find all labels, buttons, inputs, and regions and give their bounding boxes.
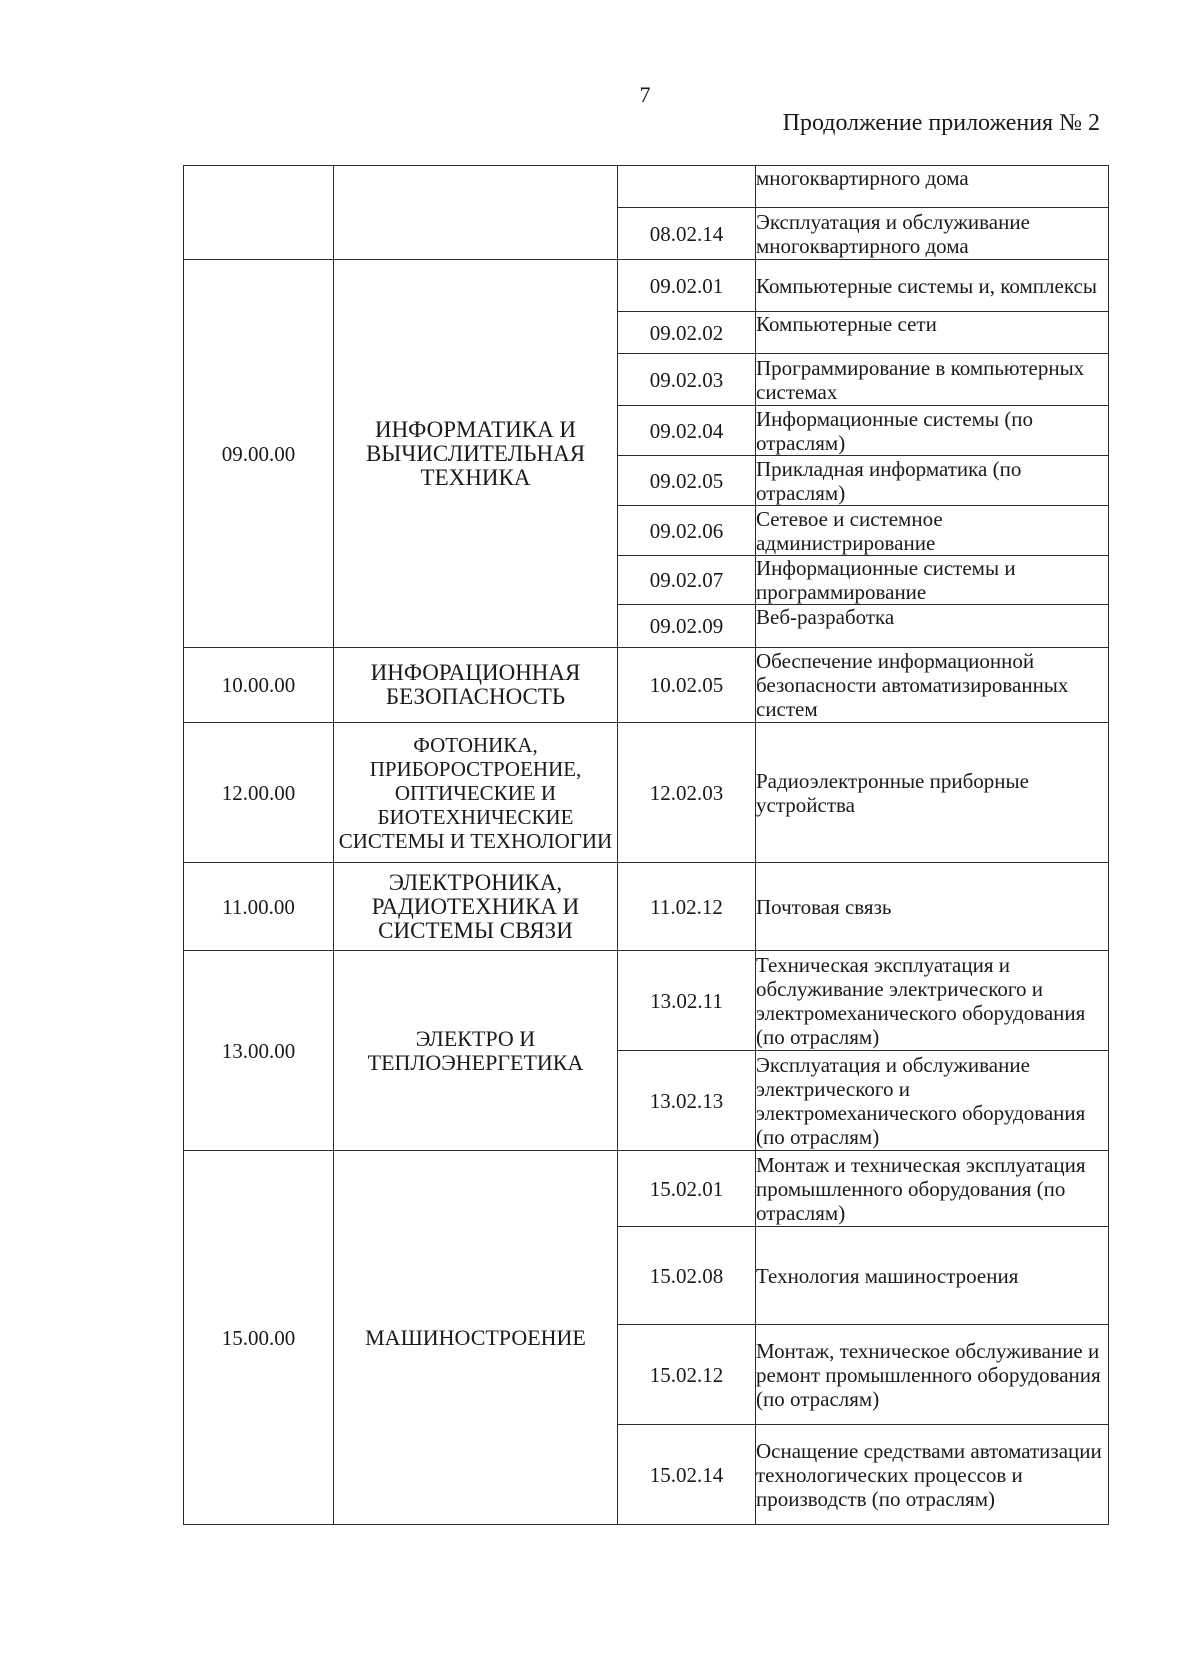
group-code: 10.00.00 [184, 648, 334, 723]
specialty-code: 15.02.01 [618, 1151, 756, 1227]
specialty-name: Веб-разработка [756, 605, 1109, 648]
specialty-name: Почтовая связь [756, 863, 1109, 951]
group-code: 15.00.00 [184, 1151, 334, 1525]
specialty-code: 10.02.05 [618, 648, 756, 723]
table-row [184, 723, 1109, 863]
specialty-code: 09.02.01 [618, 260, 756, 312]
specialty-name: Информационные системы и программирование [756, 556, 1109, 605]
group-code: 09.00.00 [184, 260, 334, 648]
continuation-title: Продолжение приложения № 2 [782, 110, 1100, 136]
group-name: ФОТОНИКА, ПРИБОРОСТРОЕНИЕ, ОПТИЧЕСКИЕ И БИОТЕХНИЧЕСКИЕ СИСТЕМЫ И ТЕХНОЛОГИИ [334, 723, 618, 863]
specialty-code: 15.02.08 [618, 1227, 756, 1325]
table-row [184, 648, 1109, 723]
specialty-code: 13.02.13 [618, 1051, 756, 1151]
specialty-code: 09.02.09 [618, 605, 756, 648]
specialty-code: 15.02.14 [618, 1425, 756, 1525]
group-code: 11.00.00 [184, 863, 334, 951]
specialty-code: 12.02.03 [618, 723, 756, 863]
specialty-code: 09.02.06 [618, 506, 756, 556]
specialty-code: 09.02.07 [618, 556, 756, 605]
specialty-code: 08.02.14 [618, 208, 756, 260]
table-row [184, 260, 1109, 312]
table-row [184, 863, 1109, 951]
specialty-name: многоквартирного дома [756, 166, 1109, 208]
specialty-name: Оснащение средствами автоматизации технологических процессов и производств (по отраслям) [756, 1425, 1109, 1525]
specialty-code: 11.02.12 [618, 863, 756, 951]
group-name: ИНФОРМАТИКА И ВЫЧИСЛИТЕЛЬНАЯ ТЕХНИКА [334, 260, 618, 648]
specialty-name: Техническая эксплуатация и обслуживание электрического и электромеханического оборудования (по отраслям) [756, 951, 1109, 1051]
specialty-name: Эксплуатация и обслуживание многоквартирного дома [756, 208, 1109, 260]
specialty-code: 09.02.04 [618, 406, 756, 456]
specialty-name: Компьютерные сети [756, 312, 1109, 354]
page-number: 7 [639, 82, 651, 107]
specialty-name: Прикладная информатика (по отраслям) [756, 456, 1109, 506]
specialty-code: 09.02.03 [618, 354, 756, 406]
group-code: 13.00.00 [184, 951, 334, 1151]
group-code: 12.00.00 [184, 723, 334, 863]
specialty-code: 09.02.02 [618, 312, 756, 354]
specialty-name: Монтаж, техническое обслуживание и ремонт промышленного оборудования (по отраслям) [756, 1325, 1109, 1425]
group-name: ЭЛЕКТРО И ТЕПЛОЭНЕРГЕТИКА [334, 951, 618, 1151]
group-name: ЭЛЕКТРОНИКА, РАДИОТЕХНИКА И СИСТЕМЫ СВЯЗИ [334, 863, 618, 951]
specialty-code [618, 166, 756, 208]
specialty-name: Технология машиностроения [756, 1227, 1109, 1325]
specialty-name: Эксплуатация и обслуживание электрического и электромеханического оборудования (по отраслям) [756, 1051, 1109, 1151]
table-row [184, 951, 1109, 1051]
specialty-code: 15.02.12 [618, 1325, 756, 1425]
specialties-table [183, 165, 1109, 1525]
specialty-name: Монтаж и техническая эксплуатация промышленного оборудования (по отраслям) [756, 1151, 1109, 1227]
specialty-name: Радиоэлектронные приборные устройства [756, 723, 1109, 863]
group-name [334, 166, 618, 260]
specialty-code: 13.02.11 [618, 951, 756, 1051]
specialty-name: Программирование в компьютерных системах [756, 354, 1109, 406]
specialty-name: Компьютерные системы и, комплексы [756, 260, 1109, 312]
specialty-name: Обеспечение информационной безопасности автоматизированных систем [756, 648, 1109, 723]
group-name: МАШИНОСТРОЕНИЕ [334, 1151, 618, 1525]
specialty-name: Информационные системы (по отраслям) [756, 406, 1109, 456]
group-name: ИНФОРАЦИОННАЯ БЕЗОПАСНОСТЬ [334, 648, 618, 723]
specialty-name: Сетевое и системное администрирование [756, 506, 1109, 556]
table-row [184, 1151, 1109, 1227]
table-row [184, 166, 1109, 208]
group-code [184, 166, 334, 260]
specialty-code: 09.02.05 [618, 456, 756, 506]
